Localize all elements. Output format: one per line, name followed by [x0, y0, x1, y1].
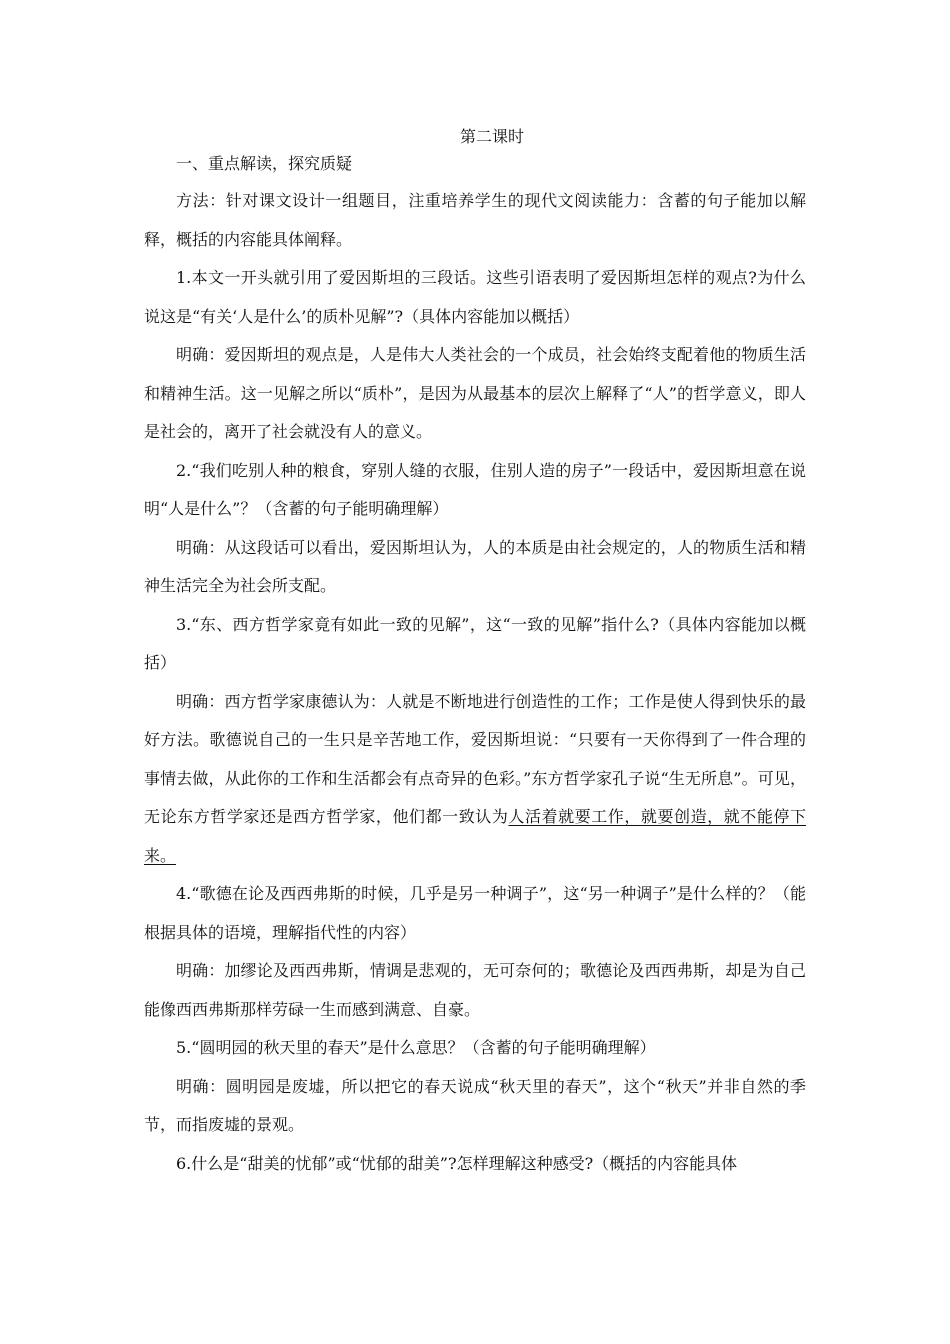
answer-3	[144, 683, 806, 876]
question-3: 3.“东、西方哲学家竟有如此一致的见解”，这“一致的见解”指什么?（具体内容能加以概括）	[144, 614, 806, 672]
method-paragraph: 方法：针对课文设计一组题目，注重培养学生的现代文阅读能力：含蓄的句子能加以解释，概括的内容能具体阐释。	[144, 191, 806, 249]
answer-4: 明确：加缪论及西西弗斯，情调是悲观的，无可奈何的；歌德论及西西弗斯，却是为自己能像西西弗斯那样劳碌一生而感到满意、自豪。	[144, 961, 806, 1019]
question-2: 2.“我们吃别人种的粮食，穿别人缝的衣服，住别人造的房子”一段话中，爱因斯坦意在说明“人是什么”？（含蓄的句子能明确理解）	[144, 460, 806, 518]
answer-3-text: 明确：西方哲学家康德认为：人就是不断地进行创造性的工作；工作是使人得到快乐的最好方法。歌德说自己的一生只是辛苦地工作，爱因斯坦说：“只要有一天你得到了一件合理的事情去做，从此你的工作和生活都会有点奇异的色彩。”东方哲学家孔子说“生无所息”。可见，无论东方哲学家还是西方哲学家，他们都一致认为	[144, 691, 806, 826]
section-heading: 一、重点解读，探究质疑	[176, 154, 353, 173]
question-5: 5.“圆明园的秋天里的春天”是什么意思？（含蓄的句子能明确理解）	[176, 1038, 656, 1057]
answer-5: 明确：圆明园是废墟，所以把它的春天说成“秋天里的春天”，这个“秋天”并非自然的季节，而指废墟的景观。	[144, 1076, 806, 1134]
page-title: 第二课时	[459, 127, 524, 146]
question-4: 4.“歌德在论及西西弗斯的时候，几乎是另一种调子”，这“另一种调子”是什么样的？（能根据具体的语境，理解指代性的内容）	[144, 884, 806, 942]
answer-1: 明确：爱因斯坦的观点是，人是伟大人类社会的一个成员，社会始终支配着他的物质生活和精神生活。这一见解之所以“质朴”，是因为从最基本的层次上解释了“人”的哲学意义，即人是社会的，离开了社会就没有人的意义。	[144, 345, 806, 441]
answer-2: 明确：从这段话可以看出，爱因斯坦认为，人的本质是由社会规定的，人的物质生活和精神生活完全为社会所支配。	[144, 537, 806, 595]
answer-3-underlined: 人活着就要工作，就要创造，就不能停下来。	[144, 807, 806, 865]
question-1: 1.本文一开头就引用了爱因斯坦的三段话。这些引语表明了爱因斯坦怎样的观点?为什么说这是“有关‘人是什么’的质朴见解”?（具体内容能加以概括）	[144, 268, 806, 326]
document-body	[144, 149, 806, 1183]
question-6: 6.什么是“甜美的忧郁”或“忧郁的甜美”?怎样理解这种感受?（概括的内容能具体	[176, 1153, 738, 1173]
